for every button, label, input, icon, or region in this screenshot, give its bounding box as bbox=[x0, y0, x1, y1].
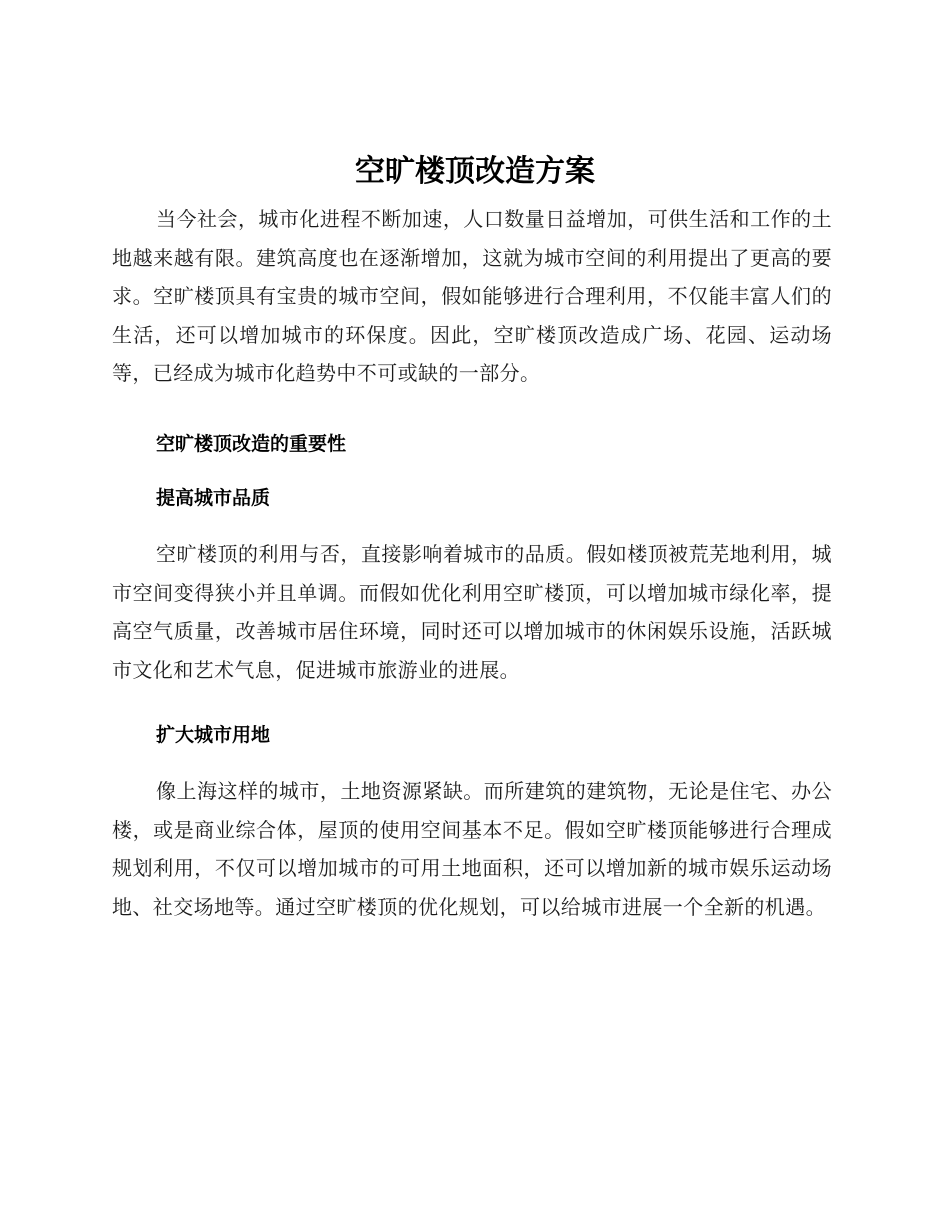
paragraph-expand-land: 像上海这样的城市，土地资源紧缺。而所建筑的建筑物，无论是住宅、办公楼，或是商业综合体，屋顶的使用空间基本不足。假如空旷楼顶能够进行合理成规划利用，不仅可以增加城市的可用土地面积，还可以增加新的城市娱乐运动场地、社交场地等。通过空旷楼顶的优化规划，可以给城市进展一个全新的机遇。 bbox=[112, 779, 832, 919]
document-title: 空旷楼顶改造方案 bbox=[355, 154, 595, 189]
intro-paragraph: 当今社会，城市化进程不断加速，人口数量日益增加，可供生活和工作的土地越来越有限。建筑高度也在逐渐增加，这就为城市空间的利用提出了更高的要求。空旷楼顶具有宝贵的城市空间，假如能够进行合理利用，不仅能丰富人们的生活，还可以增加城市的环保度。因此，空旷楼顶改造成广场、花园、运动场等，已经成为城市化趋势中不可或缺的一部分。 bbox=[112, 207, 832, 385]
subheading-city-quality: 提高城市品质 bbox=[156, 487, 271, 509]
paragraph-city-quality: 空旷楼顶的利用与否，直接影响着城市的品质。假如楼顶被荒芜地利用，城市空间变得狭小并且单调。而假如优化利用空旷楼顶，可以增加城市绿化率，提高空气质量，改善城市居住环境，同时还可以增加城市的休闲娱乐设施，活跃城市文化和艺术气息，促进城市旅游业的进展。 bbox=[112, 542, 832, 682]
subheading-expand-land: 扩大城市用地 bbox=[156, 724, 271, 746]
section-heading-importance: 空旷楼顶改造的重要性 bbox=[156, 433, 347, 455]
